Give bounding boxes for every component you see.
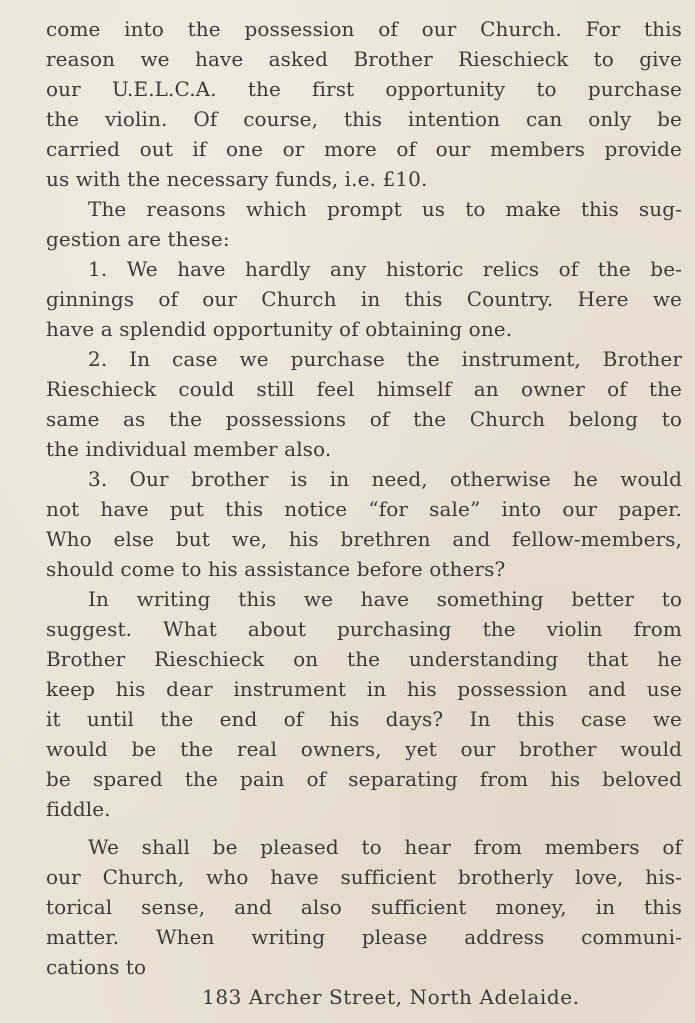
paragraph-start: In writing this we have something better to [88, 587, 682, 611]
text-line: would be the real owners, yet our brother would [46, 737, 682, 761]
text-line: keep his dear instrument in his possession and use [46, 677, 682, 701]
text-line: fiddle. [46, 797, 111, 821]
text-line: the individual member also. [46, 437, 332, 461]
text-line: it until the end of his days? In this case we [46, 707, 682, 731]
text-line: come into the possession of our Church. For this [46, 17, 682, 41]
list-item-1: 1. We have hardly any historic relics of the be- [88, 257, 682, 281]
paragraph-start: We shall be pleased to hear from members of [88, 835, 682, 859]
text-line: cations to [46, 955, 147, 979]
printed-page [46, 14, 682, 1014]
text-line: our U.E.L.C.A. the first opportunity to purchase [46, 77, 682, 101]
text-line: torical sense, and also sufficient money, in this [46, 895, 682, 919]
text-line: suggest. What about purchasing the violin from [46, 617, 682, 641]
list-item-3: 3. Our brother is in need, otherwise he would [88, 467, 682, 491]
text-line: matter. When writing please address communi- [46, 925, 682, 949]
text-line: same as the possessions of the Church belong to [46, 407, 682, 431]
list-item-2: 2. In case we purchase the instrument, Brother [88, 347, 682, 371]
text-line: Brother Rieschieck on the understanding that he [46, 647, 682, 671]
text-line: gestion are these: [46, 227, 230, 251]
paragraph-start: The reasons which prompt us to make this sug- [88, 197, 682, 221]
text-line: the violin. Of course, this intention can only be [46, 107, 682, 131]
text-line: our Church, who have sufficient brotherly love, his- [46, 865, 682, 889]
text-line: Rieschieck could still feel himself an owner of the [46, 377, 682, 401]
text-line: ginnings of our Church in this Country. Here we [46, 287, 682, 311]
text-line: carried out if one or more of our members provide [46, 137, 682, 161]
text-line: be spared the pain of separating from his beloved [46, 767, 682, 791]
text-line: not have put this notice “for sale” into our paper. [46, 497, 682, 521]
text-line: have a splendid opportunity of obtaining one. [46, 317, 513, 341]
text-line: Who else but we, his brethren and fellow-members, [46, 527, 682, 551]
address-line: 183 Archer Street, North Adelaide. [202, 985, 580, 1009]
text-line: should come to his assistance before others? [46, 557, 506, 581]
text-line: us with the necessary funds, i.e. £10. [46, 167, 428, 191]
text-line: reason we have asked Brother Rieschieck to give [46, 47, 682, 71]
